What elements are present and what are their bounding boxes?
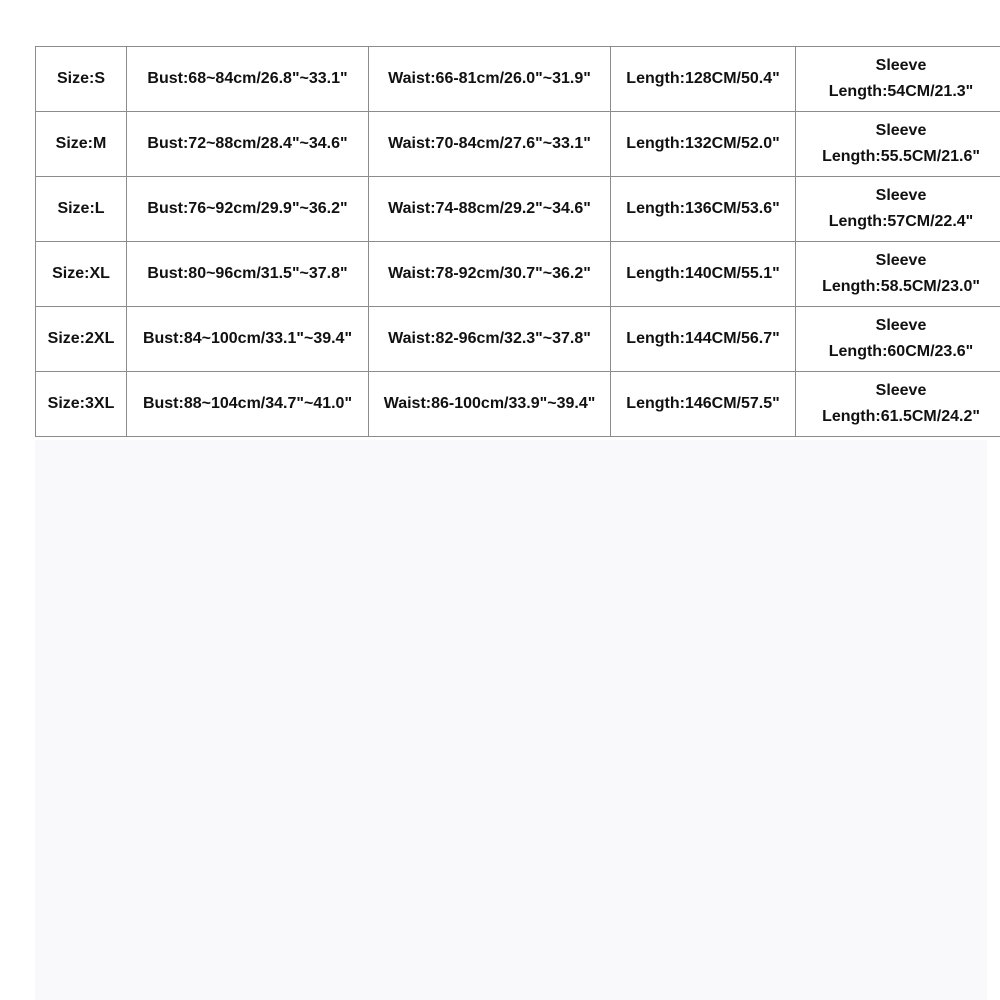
bust-cell: Bust:72~88cm/28.4"~34.6" bbox=[127, 112, 369, 177]
sleeve-value: Length:57CM/22.4" bbox=[828, 213, 974, 230]
sleeve-cell bbox=[796, 372, 1000, 437]
length-cell: Length:144CM/56.7" bbox=[611, 307, 796, 372]
waist-cell: Waist:66-81cm/26.0"~31.9" bbox=[369, 47, 611, 112]
sleeve-value: Length:58.5CM/23.0" bbox=[822, 278, 980, 295]
bust-cell: Bust:76~92cm/29.9"~36.2" bbox=[127, 177, 369, 242]
sleeve-label: Sleeve bbox=[875, 57, 927, 74]
sleeve-label: Sleeve bbox=[875, 382, 927, 399]
sleeve-value: Length:55.5CM/21.6" bbox=[822, 148, 980, 165]
sleeve-cell bbox=[796, 242, 1000, 307]
sleeve-cell bbox=[796, 112, 1000, 177]
table-row bbox=[36, 242, 1000, 307]
table-row bbox=[36, 47, 1000, 112]
sleeve-value: Length:60CM/23.6" bbox=[828, 343, 974, 360]
waist-cell: Waist:82-96cm/32.3"~37.8" bbox=[369, 307, 611, 372]
table-row bbox=[36, 372, 1000, 437]
length-cell: Length:146CM/57.5" bbox=[611, 372, 796, 437]
table-row bbox=[36, 307, 1000, 372]
sleeve-label: Sleeve bbox=[875, 187, 927, 204]
sleeve-cell bbox=[796, 307, 1000, 372]
length-cell: Length:136CM/53.6" bbox=[611, 177, 796, 242]
size-cell: Size:3XL bbox=[36, 372, 127, 437]
length-cell: Length:132CM/52.0" bbox=[611, 112, 796, 177]
table-row bbox=[36, 112, 1000, 177]
size-cell: Size:S bbox=[36, 47, 127, 112]
sleeve-cell bbox=[796, 47, 1000, 112]
size-cell: Size:XL bbox=[36, 242, 127, 307]
waist-cell: Waist:70-84cm/27.6"~33.1" bbox=[369, 112, 611, 177]
size-cell: Size:2XL bbox=[36, 307, 127, 372]
waist-cell: Waist:74-88cm/29.2"~34.6" bbox=[369, 177, 611, 242]
sleeve-cell bbox=[796, 177, 1000, 242]
sleeve-label: Sleeve bbox=[875, 252, 927, 269]
sleeve-value: Length:61.5CM/24.2" bbox=[822, 408, 980, 425]
background-panel bbox=[35, 440, 987, 1000]
bust-cell: Bust:88~104cm/34.7"~41.0" bbox=[127, 372, 369, 437]
table-row bbox=[36, 177, 1000, 242]
size-chart-table bbox=[35, 46, 1000, 437]
sleeve-label: Sleeve bbox=[875, 317, 927, 334]
sleeve-value: Length:54CM/21.3" bbox=[828, 83, 974, 100]
bust-cell: Bust:68~84cm/26.8"~33.1" bbox=[127, 47, 369, 112]
sleeve-label: Sleeve bbox=[875, 122, 927, 139]
bust-cell: Bust:84~100cm/33.1"~39.4" bbox=[127, 307, 369, 372]
waist-cell: Waist:78-92cm/30.7"~36.2" bbox=[369, 242, 611, 307]
waist-cell: Waist:86-100cm/33.9"~39.4" bbox=[369, 372, 611, 437]
length-cell: Length:140CM/55.1" bbox=[611, 242, 796, 307]
size-cell: Size:M bbox=[36, 112, 127, 177]
length-cell: Length:128CM/50.4" bbox=[611, 47, 796, 112]
bust-cell: Bust:80~96cm/31.5"~37.8" bbox=[127, 242, 369, 307]
size-cell: Size:L bbox=[36, 177, 127, 242]
